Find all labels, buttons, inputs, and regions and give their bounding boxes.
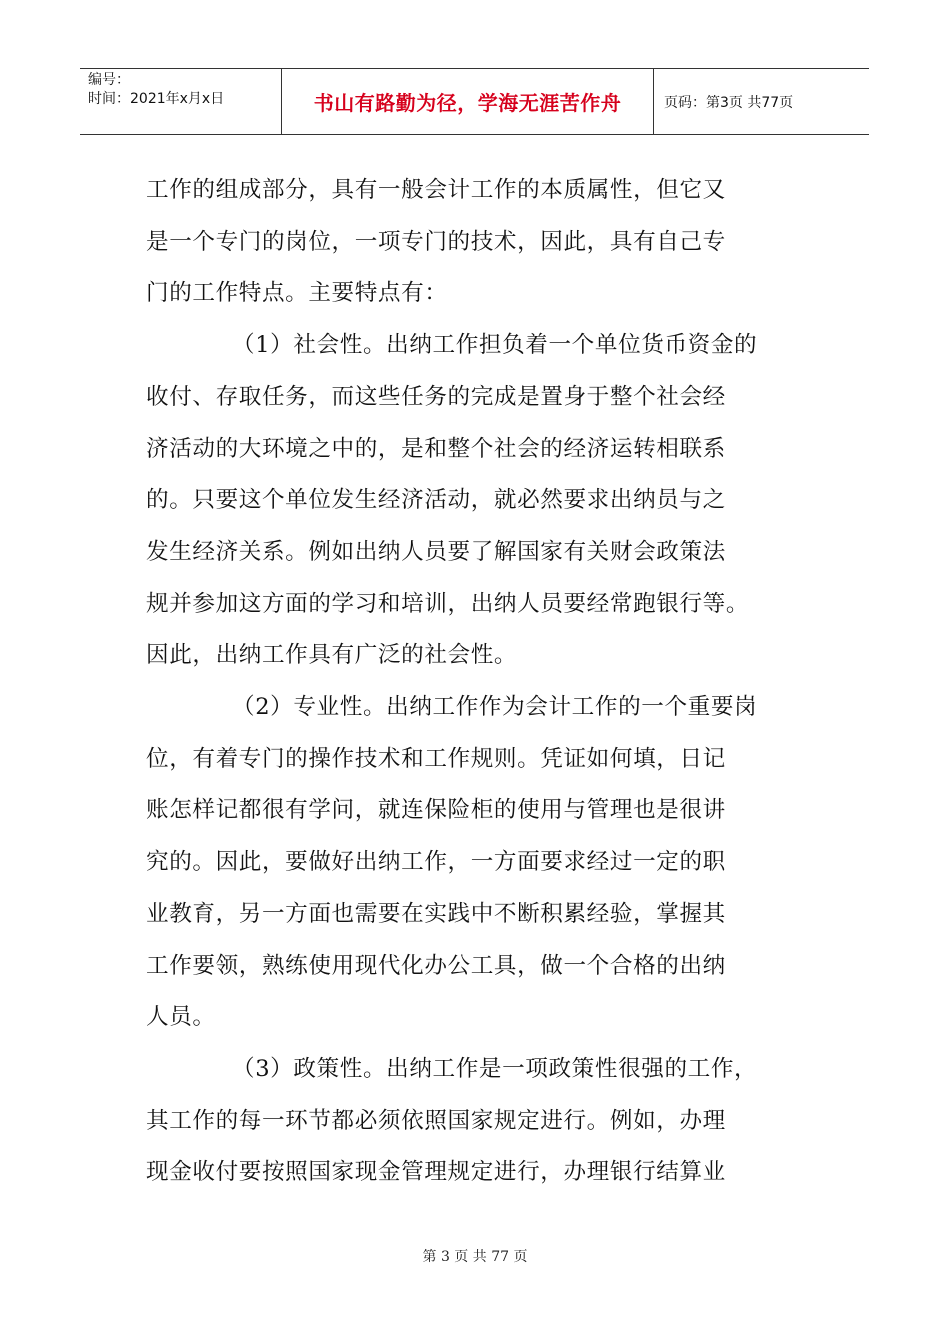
paragraph-start-line: （2）专业性。出纳工作作为会计工作的一个重要岗 xyxy=(232,694,758,721)
document-header xyxy=(80,68,869,135)
text-line: 收付、存取任务，而这些任务的完成是置身于整个社会经 xyxy=(146,383,726,410)
text-line: 发生经济关系。例如出纳人员要了解国家有关财会政策法 xyxy=(146,538,726,565)
text-line: 的。只要这个单位发生经济活动，就必然要求出纳员与之 xyxy=(146,487,726,514)
text-line: 位，有着专门的操作技术和工作规则。凭证如何填，日记 xyxy=(146,745,726,772)
text-line: 究的。因此，要做好出纳工作，一方面要求经过一定的职 xyxy=(146,849,726,876)
text-line: 因此，出纳工作具有广泛的社会性。 xyxy=(146,642,518,669)
body-text xyxy=(146,165,806,1199)
paragraph-start-line: （1）社会性。出纳工作担负着一个单位货币资金的 xyxy=(232,332,758,359)
text-line: 账怎样记都很有学问，就连保险柜的使用与管理也是很讲 xyxy=(146,797,726,824)
text-line: 规并参加这方面的学习和培训，出纳人员要经常跑银行等。 xyxy=(146,590,750,617)
paragraph-start-line: （3）政策性。出纳工作是一项政策性很强的工作， xyxy=(232,1055,758,1082)
text-line: 人员。 xyxy=(146,1004,216,1031)
page-footer: 第 3 页 共 77 页 xyxy=(422,1249,528,1265)
header-page-info: 页码：第3页 共77页 xyxy=(664,94,794,111)
date-label: 时间：2021年x月x日 xyxy=(88,91,225,107)
text-line: 工作的组成部分，具有一般会计工作的本质属性，但它又 xyxy=(146,177,726,203)
text-line: 门的工作特点。主要特点有： xyxy=(146,280,448,307)
text-line: 业教育，另一方面也需要在实践中不断积累经验，掌握其 xyxy=(146,900,726,927)
text-line: 是一个专门的岗位，一项专门的技术，因此，具有自己专 xyxy=(146,228,726,255)
text-line: 济活动的大环境之中的，是和整个社会的经济运转相联系 xyxy=(146,435,726,462)
text-line: 现金收付要按照国家现金管理规定进行，办理银行结算业 xyxy=(146,1159,726,1186)
header-meta xyxy=(80,69,282,134)
text-line: 其工作的每一环节都必须依照国家规定进行。例如，办理 xyxy=(146,1107,726,1134)
text-line: 工作要领，熟练使用现代化办公工具，做一个合格的出纳 xyxy=(146,952,726,979)
header-motto: 书山有路勤为径，学海无涯苦作舟 xyxy=(282,69,654,134)
number-label: 编号： xyxy=(88,72,130,88)
